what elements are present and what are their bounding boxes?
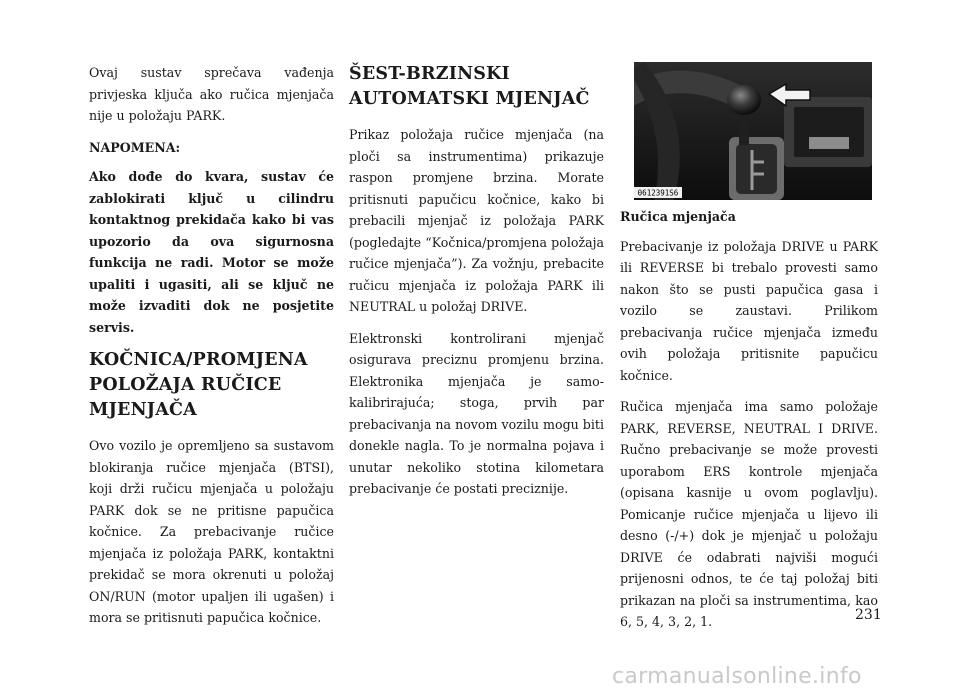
note-paragraph: Ako dođe do kvara, sustav će zablokirati ključ u cilindru kontaktnog prekidača kako bi vas upozorio da ova sigurnosna funkcija ne radi. Motor se može upaliti i ugasiti, ali se ključ ne može izvaditi dok ne posjetite servis. [89, 169, 334, 335]
section-heading-six-speed: ŠEST-BRZINSKI AUTOMATSKI MJENJAČ [349, 64, 590, 109]
gear-lever-illustration [634, 62, 872, 200]
page-number: 231 [855, 607, 882, 623]
brake-shift-paragraph: Ovo vozilo je opremljeno sa sustavom blokiranja ručice mjenjača (BTSI), koji drži ručicu mjenjača u položaju PARK dok se ne pritisne papučica kočnice. Za prebacivanje ručice mjenjača iz položaja PARK, kontaktni prekidač se mora okrenuti u položaj ON/RUN (motor upaljen ili ugašen) i mora se pritisnuti papučica kočnice. [89, 438, 334, 625]
shift-paragraph-2: Ručica mjenjača ima samo položaje PARK, REVERSE, NEUTRAL I DRIVE. Ručno prebacivanje se može provesti uporabom ERS kontrole mjenjača (opisana kasnije u ovom poglavlju). Pomicanje ručice mjenjača u lijevo ili desno (-/+) dok je mjenjač u položaju DRIVE će odabrati najviši mogući prijenosni odnos, te će taj položaj biti prikazan na ploči sa instrumentima, kao 6, 5, 4, 3, 2, 1. [620, 399, 878, 629]
photo-caption: Ručica mjenjača [620, 209, 736, 224]
six-speed-paragraph-1: Prikaz položaja ručice mjenjača (na ploči sa instrumentima) prikazuje raspon promjene brzina. Morate pritisnuti papučicu kočnice, kako bi prebacili mjenjač iz položaja PARK (pogledajte “Kočnica/promjena položaja ručice mjenjača”). Za vožnju, prebacite ručicu mjenjača iz položaja PARK ili NEUTRAL u položaj DRIVE. [349, 127, 604, 314]
right-column [620, 62, 878, 643]
gear-lever-photo [634, 62, 872, 200]
middle-column [349, 62, 604, 510]
left-column [89, 62, 334, 639]
intro-paragraph: Ovaj sustav sprečava vađenja privjeska ključa ako ručica mjenjača nije u položaju PARK. [89, 65, 334, 123]
watermark: carmanualsonline.info [612, 664, 862, 689]
note-label: NAPOMENA: [89, 139, 181, 155]
photo-code-label: 0612391S6 [637, 188, 679, 198]
six-speed-paragraph-2: Elektronski kontrolirani mjenjač osigurava preciznu promjenu brzina. Elektronika mjenjača je samo-kalibrirajuća; stoga, prvih par prebacivanja na novom vozilu mogu biti donekle nagla. To je normalna pojava i unutar nekoliko stotina kilometara prebacivanje će postati preciznije. [349, 330, 604, 496]
section-heading-brake-shift: KOČNICA/PROMJENA POLOŽAJA RUČICE MJENJAČA [89, 350, 308, 420]
shift-paragraph-1: Prebacivanje iz položaja DRIVE u PARK ili REVERSE bi trebalo provesti samo nakon što se pusti papučica gasa i vozilo se zaustavi. Prilikom prebacivanja ručice mjenjača između ovih položaja pritisnite papučicu kočnice. [620, 238, 878, 383]
